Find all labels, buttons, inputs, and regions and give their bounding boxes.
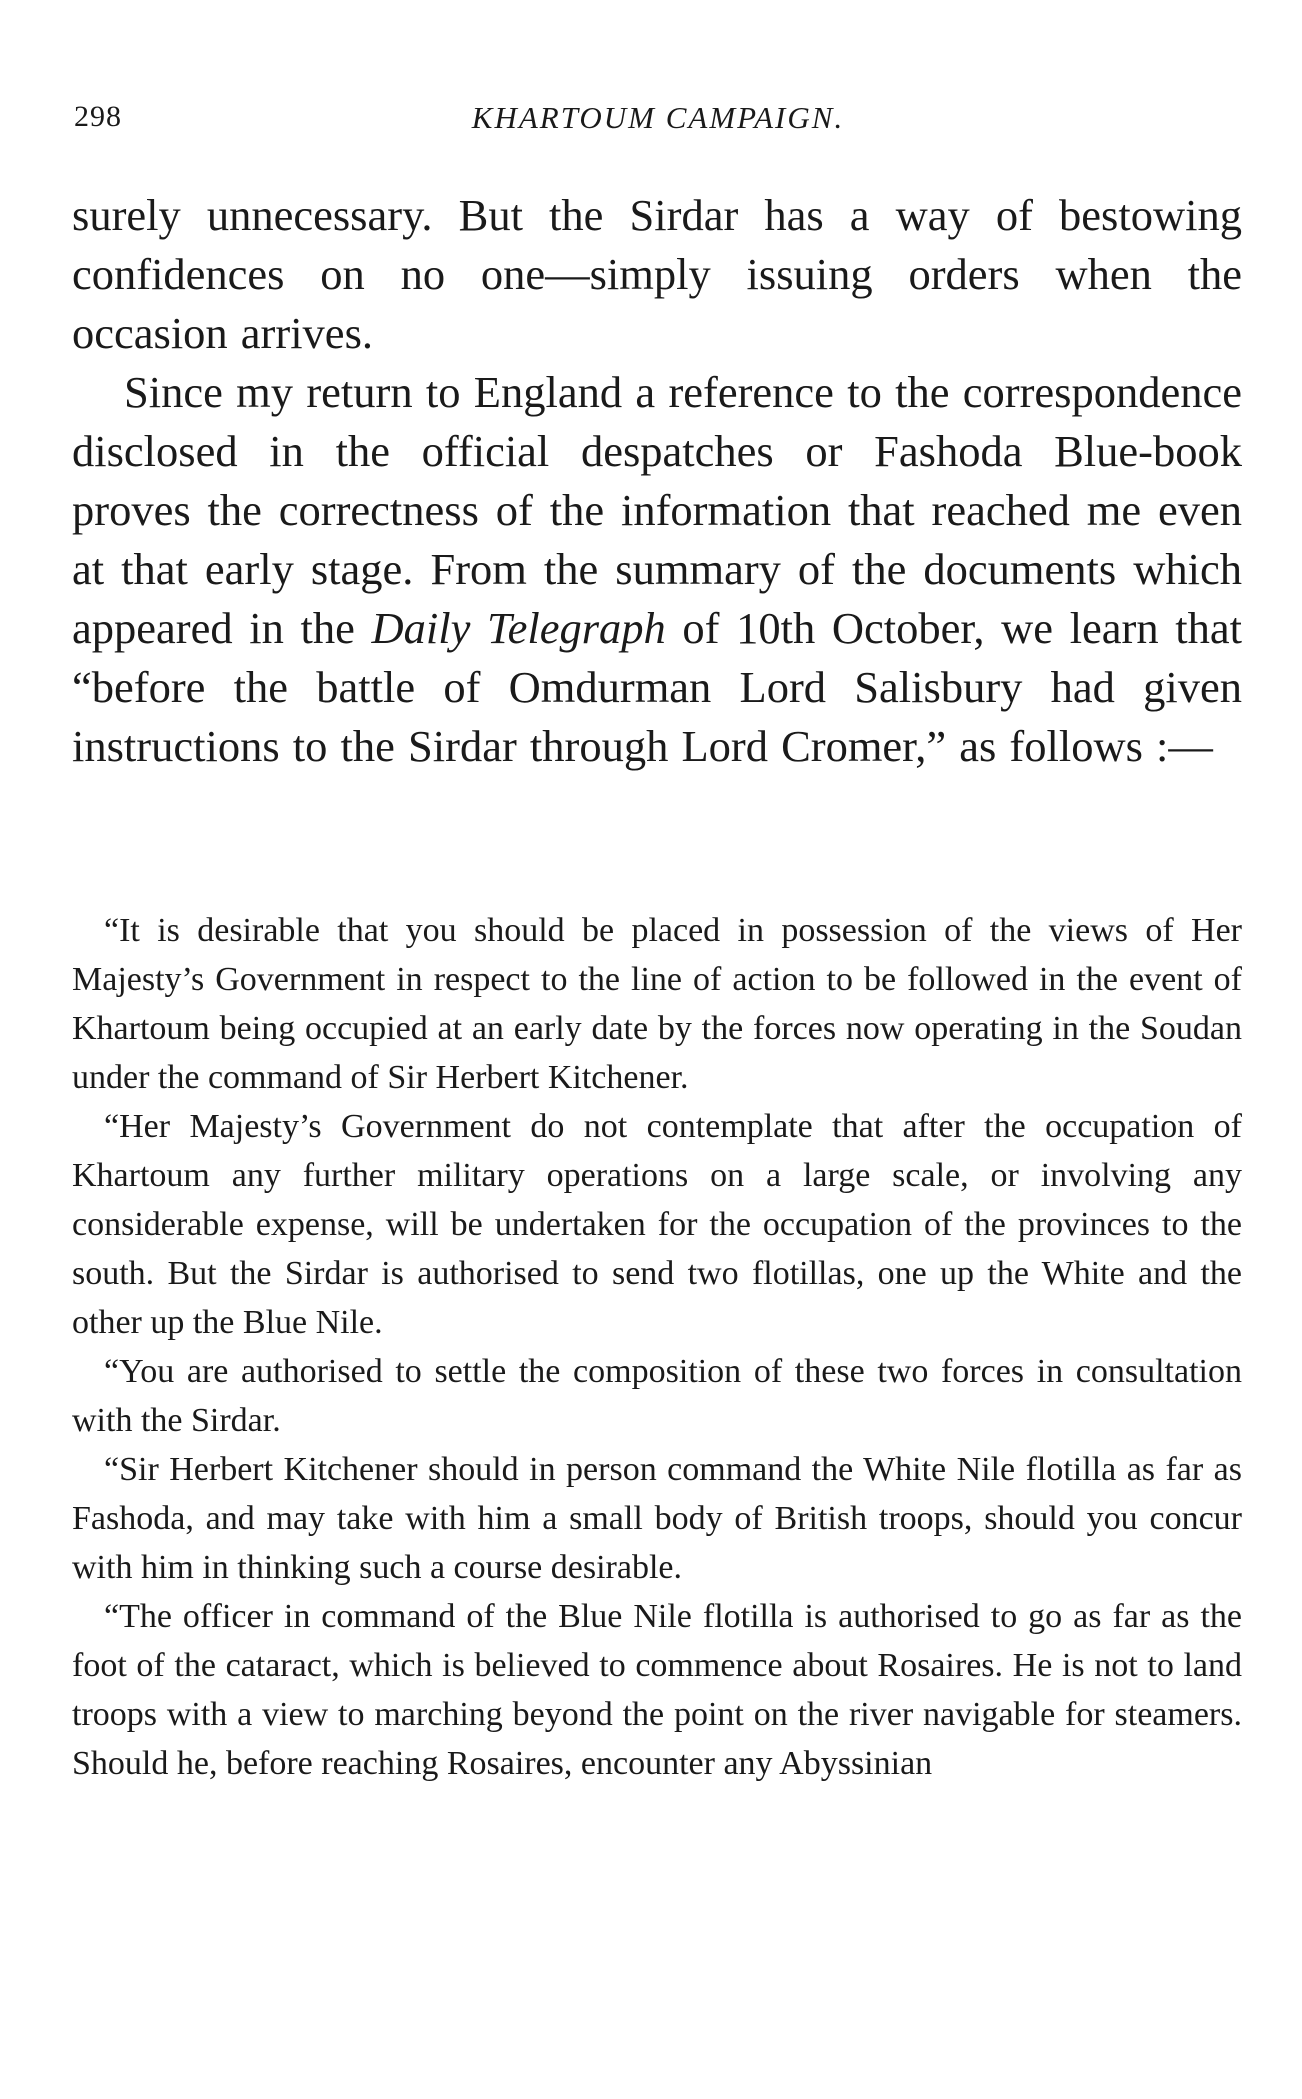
- running-head: KHARTOUM CAMPAIGN.: [471, 100, 845, 135]
- main-text: [72, 186, 1242, 776]
- quote-paragraph: “You are authorised to settle the composition of these two forces in consultation with the Sirdar.: [72, 1353, 1242, 1439]
- page-number: 298: [74, 100, 122, 133]
- page-header: [74, 100, 1242, 144]
- quote-paragraph: “Her Majesty’s Government do not contemplate that after the occupation of Khartoum any further military operations on a large scale, or involving any considerable expense, will be undertaken for the occupation of the provinces to the south. But the Sirdar is authorised to send two flotillas, one up the White and the other up the Blue Nile.: [72, 1108, 1242, 1341]
- paragraph-text-after-italic: of 10th October, we learn that “before the battle of Omdurman Lord Salisbury had given instructions to the Sirdar through Lord Cromer,” as follows :—: [72, 603, 1242, 771]
- newspaper-title: Daily Telegraph: [371, 603, 666, 653]
- quote-paragraph: “The officer in command of the Blue Nile flotilla is authorised to go as far as the foot of the cataract, which is believed to commence about Rosaires. He is not to land troops with a view to marching beyond the point on the river navigable for steamers. Should he, before reaching Rosaires, encounter any Abyssinian: [72, 1598, 1242, 1782]
- paragraph-continued: surely unnecessary. But the Sirdar has a way of bestowing confidences on no one—simply issuing orders when the occasion arrives.: [72, 190, 1242, 358]
- paragraph-since-my-return: [72, 363, 1242, 776]
- quote-paragraph: “It is desirable that you should be placed in possession of the views of Her Majesty’s Government in respect to the line of action to be followed in the event of Khartoum being occupied at an early date by the forces now operating in the Soudan under the command of Sir Herbert Kitchener.: [72, 912, 1242, 1096]
- block-quotation: [72, 906, 1242, 1788]
- quote-paragraph: “Sir Herbert Kitchener should in person command the White Nile flotilla as far as Fashoda, and may take with him a small body of British troops, should you concur with him in thinking such a course desirable.: [72, 1451, 1242, 1586]
- paragraph-text-before-italic: Since my return to England a reference to the correspondence disclosed in the official despatches or Fashoda Blue-book proves the correctness of the information that reached me even at that early stage. From the summary of the documents which appeared in the: [72, 367, 1242, 653]
